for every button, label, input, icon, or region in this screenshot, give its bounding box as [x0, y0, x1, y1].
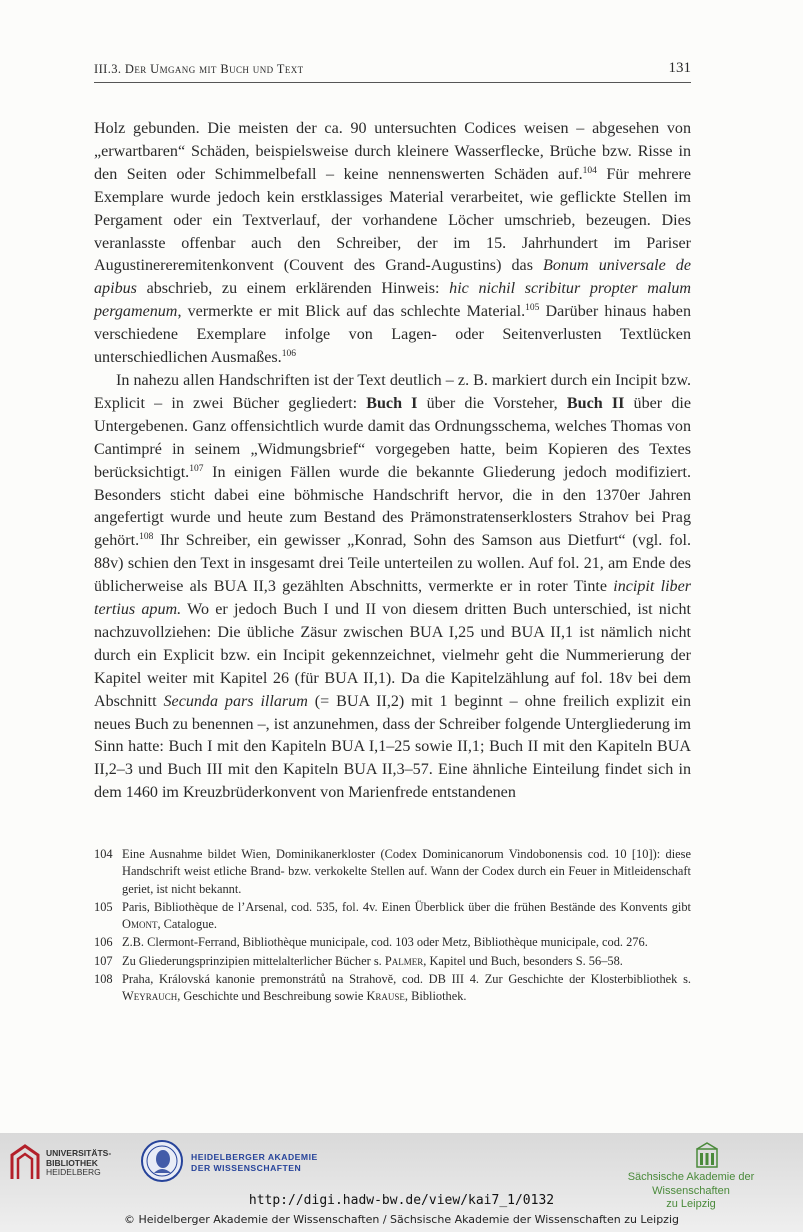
text-run: Paris, Bibliothèque de l’Arsenal, cod. 535, fol. 4v. Einen Überblick über die frühen Bestände des Konvents gibt [122, 899, 691, 914]
text-run: In einigen Fällen wurde die bekannte Gliederung jedoch modifiziert. Besonders sticht dabei eine böhmische Handschrift hervor, die in den 1370er Jahren angefertigt wurde und heute zum Bestand des Prämonstratenserklosters Strahov bei Prag gehört. [94, 463, 691, 550]
author-name: Palmer [384, 953, 424, 968]
author-name: Krause [366, 989, 405, 1004]
text-run: Holz gebunden. Die meisten der ca. 90 untersuchten Codices weisen – abgesehen von „erwartbaren“ Schäden, beispielsweise durch kleinere Wasserflecke, Brüche bzw. Risse in den Seiten oder Schimmelbefall – keine nennenswerten Schäden auf. [94, 120, 691, 183]
footnote-number: 105 [94, 899, 113, 914]
italic-quote: hic nichil scribitur propter malum pergamenum [94, 280, 692, 321]
running-head: III.3. Der Umgang mit Buch und Text [94, 62, 304, 76]
footnote-number: 107 [94, 953, 113, 968]
text-run: Darüber hinaus haben verschiedene Exemplare infolge von Lagen- oder Seitenverlusten Textlücken unterschiedlichen Ausmaßes. [94, 303, 691, 367]
footnote-105 [94, 899, 691, 934]
page-header [94, 60, 691, 83]
footnote-text [122, 899, 691, 934]
footnote-text: Z.B. Clermont-Ferrand, Bibliothèque municipale, cod. 103 oder Metz, Bibliothèque municipale, cod. 276. [122, 935, 648, 950]
saw-line: zu Leipzig [666, 1198, 716, 1210]
paragraph-1 [94, 118, 691, 370]
text-run: In nahezu allen Handschriften ist der Text deutlich – z. B. markiert durch ein Incipit bzw. Explicit – in zwei Bücher gegliedert: [94, 371, 691, 412]
body-text [94, 118, 691, 805]
text-run: Praha, Královská kanonie premonstrátů na Strahově, cod. DB III 4. Zur Geschichte der Klosterbibliothek s. [122, 972, 691, 987]
bold-term: Buch I [366, 394, 418, 412]
hadw-name[interactable] [191, 1152, 318, 1173]
italic-quote: Secunda pars illarum [163, 692, 308, 710]
text-run: Wo er jedoch Buch I und II von diesem dritten Buch unterschied, ist nicht nachzuvollziehen: Die übliche Zäsur zwischen BUA I,25 und BUA II,1 ist nämlich nicht durch ein Explicit bzw. ein Incipit gekennzeichnet, vielmehr geht die Nummerierung der Kapitel weiter mit Kapitel 26 (für BUA II,1). Da die Kapitelzählung auf fol. 18v bei dem Abschnitt [94, 601, 691, 710]
italic-title: Bonum universale de apibus [94, 257, 691, 298]
footnote-ref-104[interactable]: 104 [582, 165, 597, 176]
text-run: Für mehrere Exemplare wurde jedoch kein erstklassiges Material verarbeitet, wie geflickte Stellen im Pergament oder ein Textverlauf, der vorhandene Löcher umschrieb, bezeugen. Dies veranlasste offenbar auch den Schreiber, der im 15. Jahrhundert im Pariser Augustinereremitenkonvent (Couvent des Grand-Augustins) das [94, 165, 691, 275]
ub-line: BIBLIOTHEK [46, 1157, 98, 1168]
text-run: , Catalogue. [157, 917, 217, 932]
bold-term: Buch II [566, 394, 625, 412]
ub-line: UNIVERSITÄTS- [46, 1148, 112, 1158]
ub-heidelberg-logo-icon[interactable] [8, 1143, 42, 1181]
footnotes [94, 846, 691, 1007]
author-name: Weyrauch [122, 989, 178, 1004]
copyright-notice: © Heidelberger Akademie der Wissenschaften / Sächsische Akademie der Wissenschaften zu Leipzig [123, 1213, 679, 1226]
footnote-104 [94, 846, 691, 898]
text-run: Ihr Schreiber, ein gewisser „Konrad, Sohn des Samson aus Dietfurt“ (vgl. fol. 88v) schien den Text in insgesamt drei Teile unterteilen zu wollen. Auf fol. 21, am Ende des üblicherweise als BUA II,3 gezählten Abschnitts, vermerkte er in roter Tinte [94, 532, 691, 596]
text-run: , Bibliothek. [404, 989, 467, 1004]
page-number: 131 [668, 60, 691, 76]
permalink-url[interactable]: http://digi.hadw-bw.de/view/kai7_1/0132 [248, 1193, 555, 1208]
footnote-number: 104 [94, 847, 113, 861]
ub-line: HEIDELBERG [46, 1167, 101, 1177]
saw-line: Sächsische Akademie der Wissenschaften [627, 1171, 755, 1197]
footnote-107 [94, 953, 691, 970]
footnote-108 [94, 971, 691, 1006]
text-run: über die Untergebenen. Ganz offensichtlich wurde damit das Ordnungsschema, welches Thomas von Cantimpré in seinem „Widmungsbrief“ vorgegeben hatte, beim Kopieren des Textes berücksichtigt. [94, 394, 691, 481]
text-run: abschrieb, zu einem erklärenden Hinweis: [136, 280, 450, 298]
footnote-ref-105[interactable]: 105 [525, 303, 540, 314]
hadw-line: HEIDELBERGER AKADEMIE [191, 1152, 318, 1162]
footnote-number: 106 [94, 935, 113, 950]
text-run: , vermerkte er mit Blick auf das schlechte Material. [177, 303, 526, 321]
footnote-106 [94, 934, 691, 951]
footnote-number: 108 [94, 972, 113, 987]
text-run: (= BUA II,2) mit 1 beginnt – ohne freilich explizit ein neues Buch zu benennen –, ist anzunehmen, dass der Schreiber folgende Untergliederung im Sinn hatte: Buch I mit den Kapiteln BUA I,1–25 sowie II,1; Buch II mit den Kapiteln BUA II,2–3 und Buch III mit den Kapiteln BUA II,3–57. Eine ähnliche Einteilung findet sich in dem 1460 im Kreuzbrüderkonvent von Marienfrede entstandenen [94, 692, 692, 802]
text-run: über die Vorsteher, [417, 394, 567, 412]
footnote-text: Eine Ausnahme bildet Wien, Dominikanerkloster (Codex Dominicanorum Vindobonensis cod. 10 [10]): diese Handschrift weist etliche Brand- bzw. verkokelte Stellen auf. Wann der Codex durch ein Feuer in Mitleidenschaft geriet, ist nicht bekannt. [122, 847, 691, 896]
text-run: Zu Gliederungsprinzipien mittelalterlicher Bücher s. [122, 953, 385, 968]
hadw-line: DER WISSENSCHAFTEN [191, 1162, 302, 1173]
hadw-seal-icon[interactable] [140, 1139, 184, 1183]
footnote-text [122, 953, 691, 970]
saw-leipzig-logo-icon[interactable] [695, 1141, 719, 1169]
footnote-text [122, 971, 691, 1006]
paragraph-2 [94, 370, 691, 805]
text-run: , Kapitel und Buch, besonders S. 56–58. [423, 953, 623, 968]
text-run: , Geschichte und Beschreibung sowie [177, 989, 367, 1004]
italic-quote: incipit liber tertius apum. [94, 578, 691, 619]
ub-heidelberg-name[interactable] [46, 1149, 111, 1178]
footnote-ref-106[interactable]: 106 [281, 349, 296, 360]
author-name: Omont [122, 917, 158, 932]
footnote-ref-107[interactable]: 107 [189, 463, 204, 474]
footnote-ref-108[interactable]: 108 [139, 532, 154, 543]
